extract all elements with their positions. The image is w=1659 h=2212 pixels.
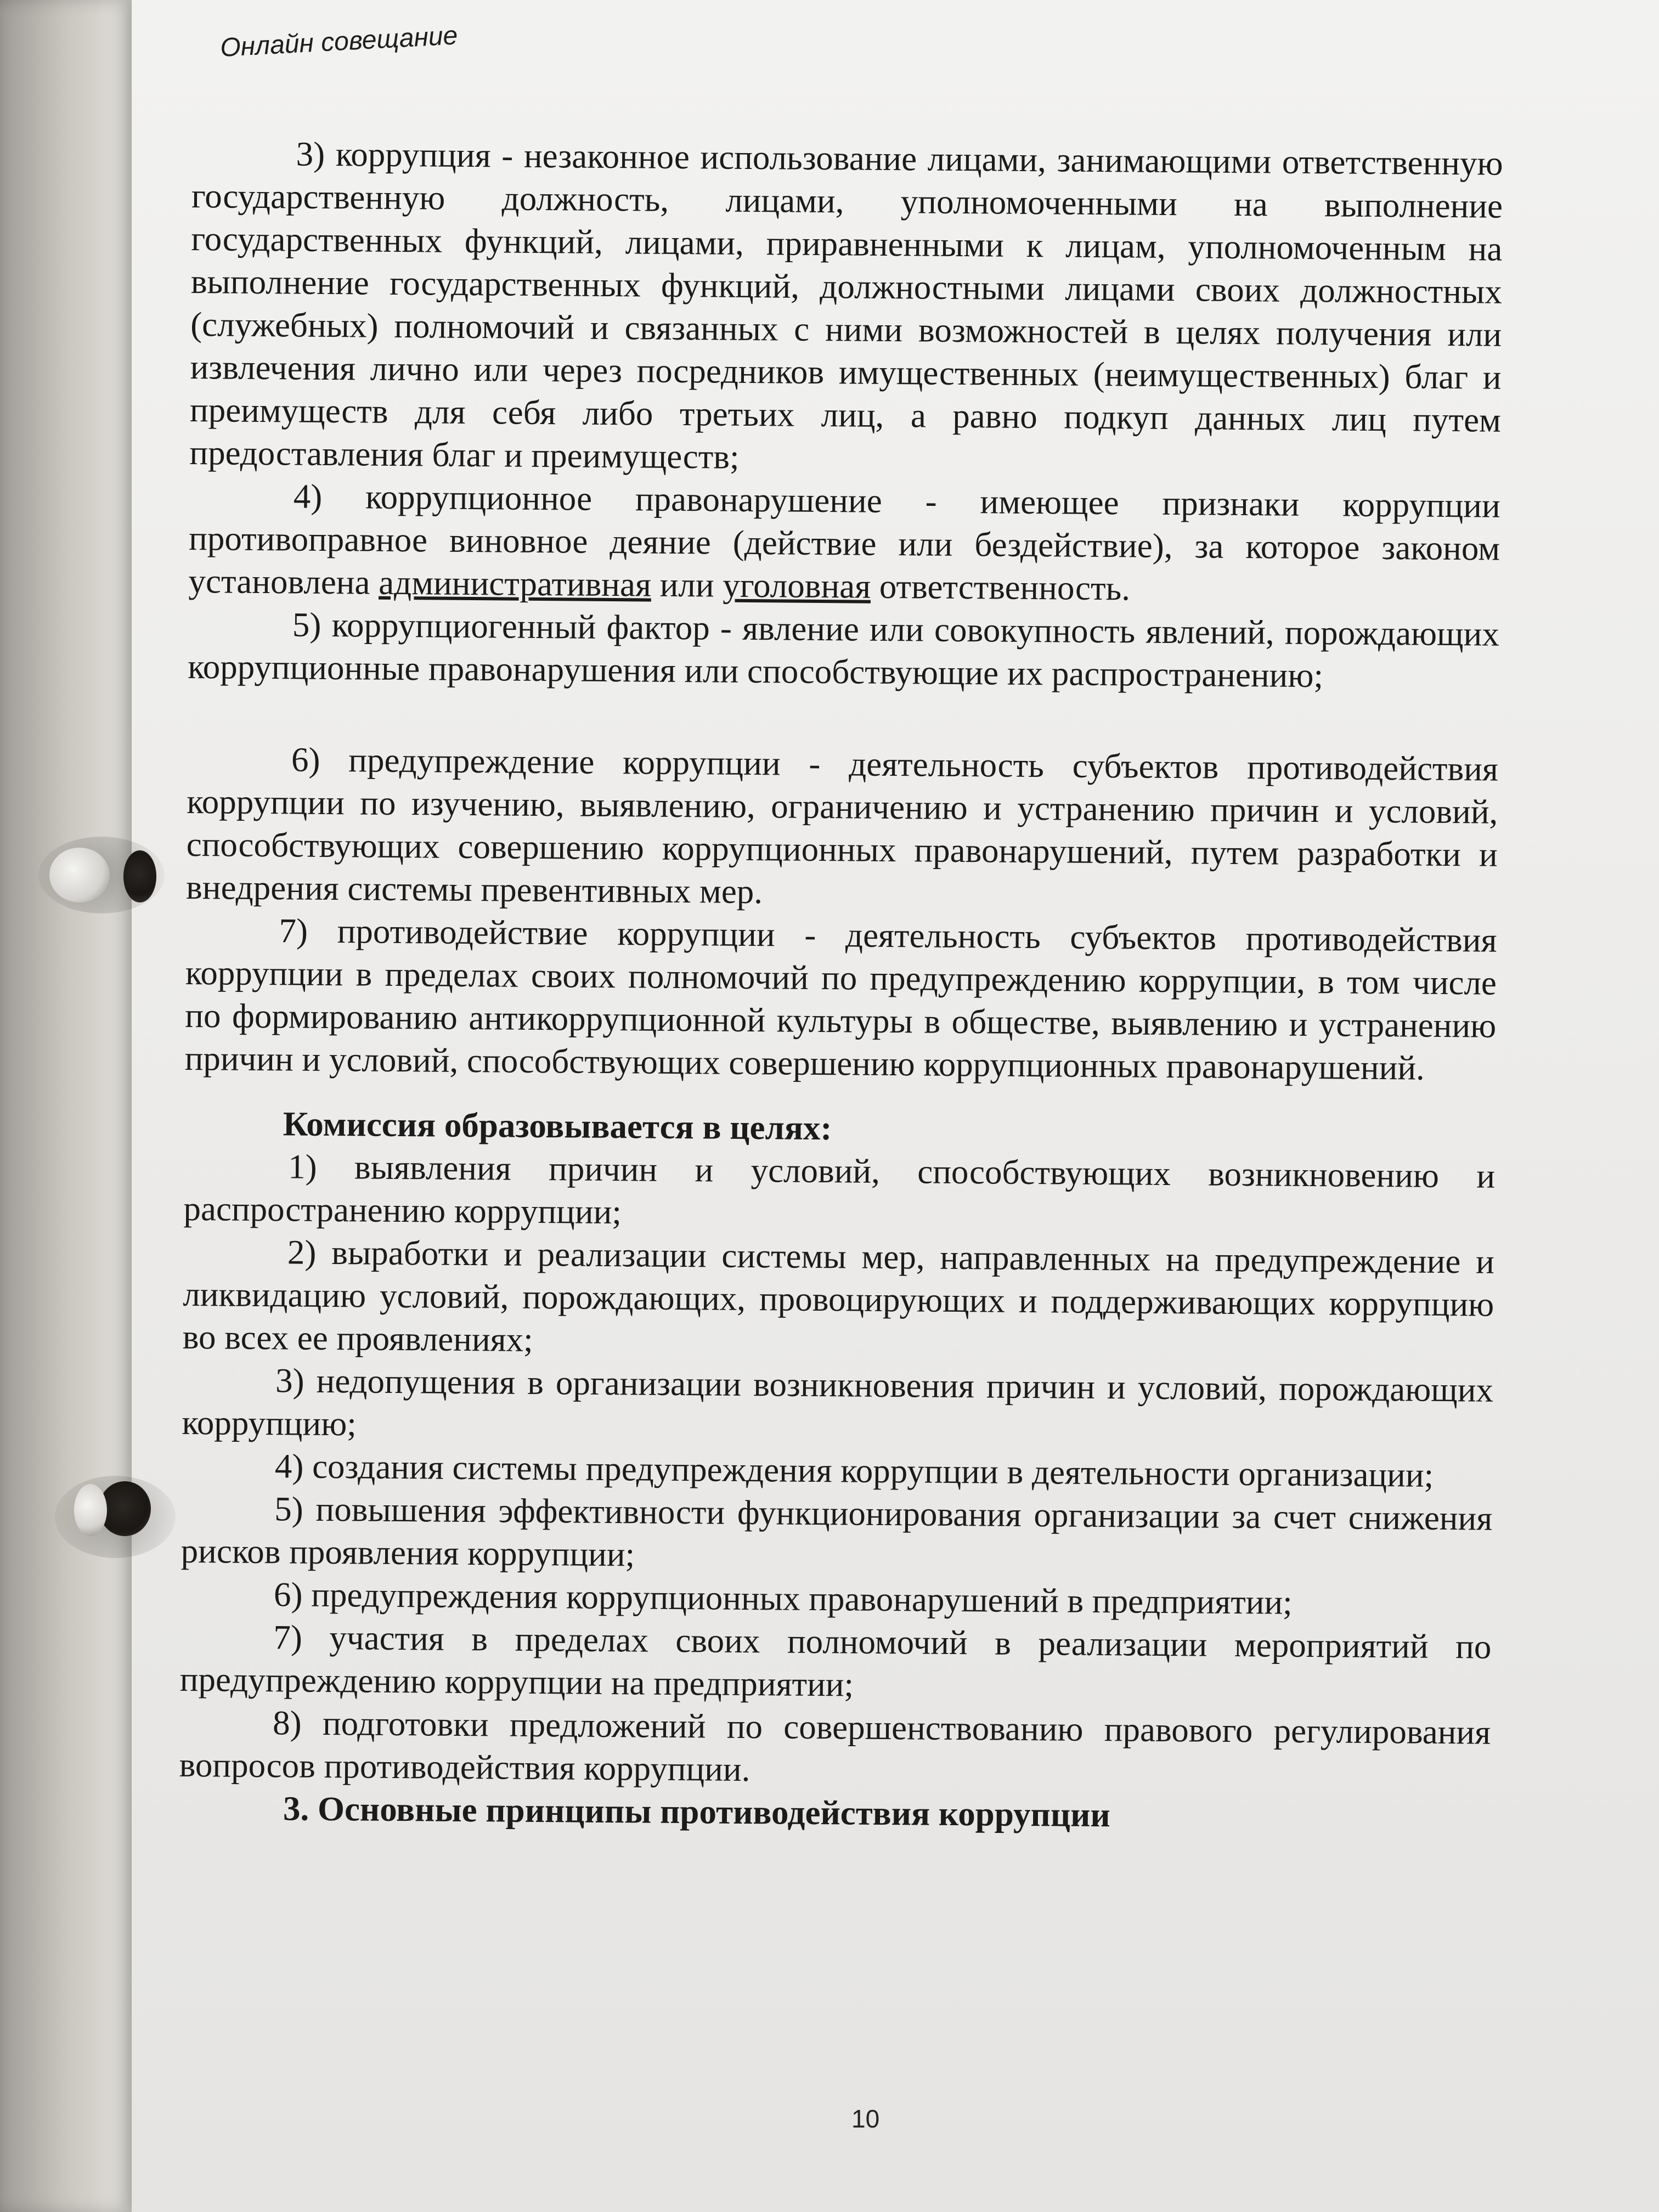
goal-8: 8) подготовки предложений по совершенствованию правового регулирования вопросов противодействия коррупции. [179,1703,1491,1789]
binder-hole-top [123,850,156,902]
goal-7: 7) участия в пределах своих полномочий в реализации мероприятий по предупреждению коррупции на предприятии; [179,1618,1492,1704]
goal-5: 5) повышения эффективности функционирования организации за счет снижения рисков проявления коррупции; [180,1489,1493,1574]
definition-5: 5) коррупциогенный фактор - явление или совокупность явлений, порождающих коррупционные правонарушения или способствующие их распространению; [188,605,1500,695]
definition-6: 6) предупреждение коррупции - деятельность субъектов противодействия коррупции по изучению, выявлению, ограничению и устранению причин и условий, способствующих совершению коррупционных правонарушений, путем разработки и внедрения системы превентивных мер. [185,740,1499,911]
commission-heading: Комиссия образовывается в целях: [283,1104,832,1148]
goal-6: 6) предупреждения коррупционных правонарушений в предприятии; [273,1575,1293,1622]
binder-ring-top [49,848,110,902]
binder-ring-bottom [74,1484,107,1536]
page-number: 10 [851,2104,880,2133]
definition-7: 7) противодействие коррупции - деятельность субъектов противодействия коррупции в пределах своих полномочий по предупреждению коррупции, в том числе по формированию антикоррупционной культуры в обществе, выявлению и устранению причин и условий, способствующих совершению коррупционных правонарушений. [184,911,1497,1087]
definition-3: 3) коррупция - незаконное использование лицами, занимающими ответственную государственную должность, лицами, уполномоченными на выполнение государственных функций, лицами, приравненными к лицам, уполномоченным на выполнение государственных функций, должностными лицами своих должностных (служебных) полномочий и связанных с ними возможностей в целях получения или извлечения лично или через посредников имущественных (неимущественных) благ и преимуществ для себя либо третьих лиц, а равно подкуп данных лиц путем предоставления благ и преимуществ; [189,134,1503,476]
goal-1: 1) выявления причин и условий, способствующих возникновению и распространению коррупции; [183,1147,1496,1232]
underlined-criminal: уголовная [723,566,871,606]
definition-4-end: ответственность. [870,567,1131,608]
goal-2: 2) выработки и реализации системы мер, направленных на предупреждение и ликвидацию условий, порождающих, провоцирующих и поддерживающих коррупцию во всех ее проявлениях; [182,1233,1495,1359]
underlined-administrative: административная [378,563,652,604]
goal-3: 3) недопущения в организации возникновения причин и условий, порождающих коррупцию; [182,1361,1494,1443]
left-page-edge [0,0,143,2212]
page-body [179,132,1503,1839]
goal-4: 4) создания системы предупреждения коррупции в деятельности организации; [274,1447,1434,1494]
definition-4-or: или [651,565,723,605]
section-heading: 3. Основные принципы противодействия коррупции [283,1789,1111,1835]
page-header: Онлайн совещание [219,21,459,63]
definition-4-text: 4) коррупционное правонарушение - имеющее признаки коррупции противоправное виновное деяние (действие или бездействие), за которое законом установлена [188,477,1500,602]
definition-4 [188,474,1500,613]
